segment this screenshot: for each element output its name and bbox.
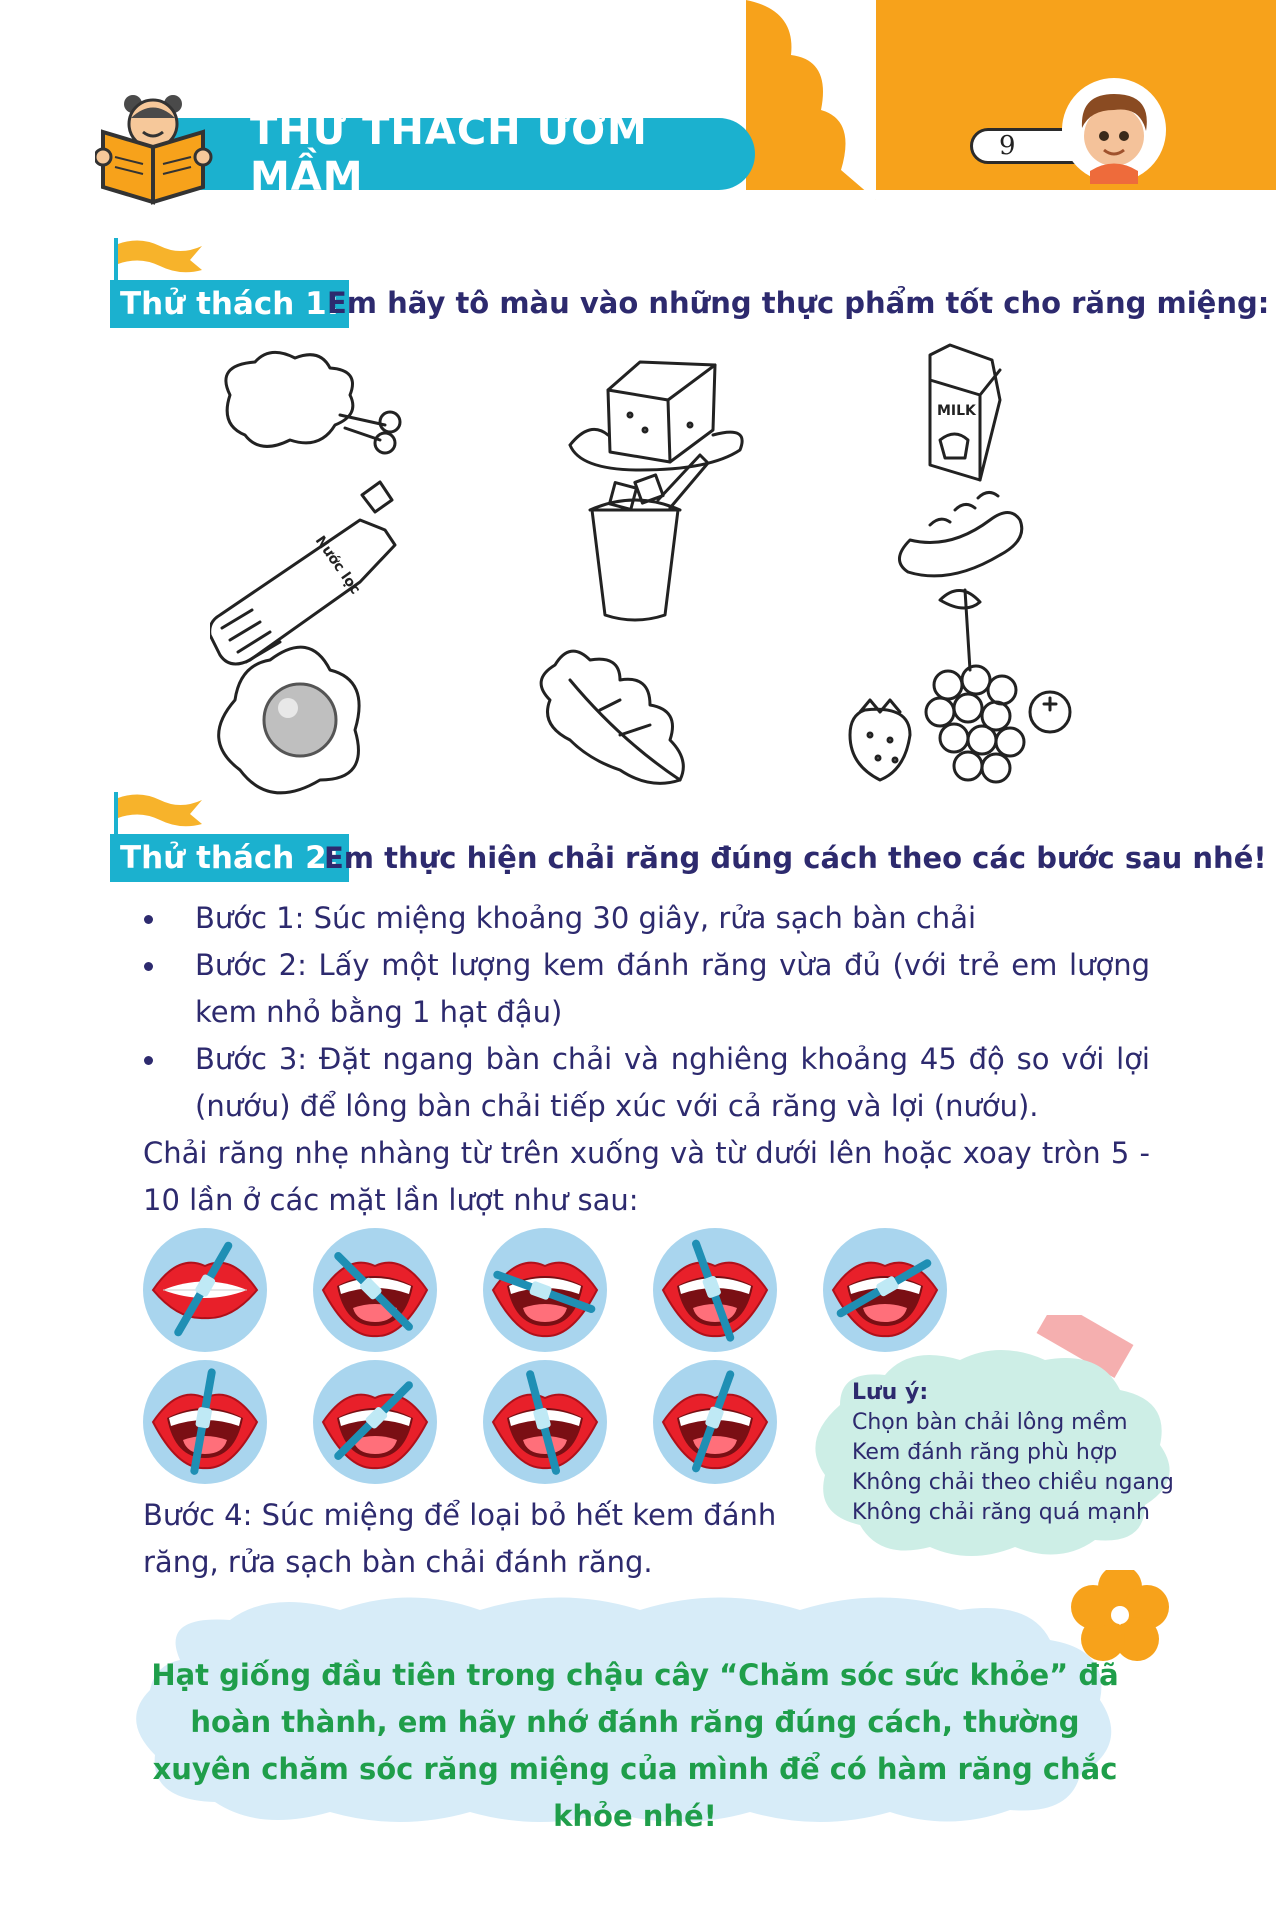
milk-carton-icon (930, 345, 1000, 480)
brushing-instruction: Chải răng nhẹ nhàng từ trên xuống và từ dưới lên hoặc xoay tròn 5 - 10 lần ở các mặt lần lượt như sau: (143, 1136, 1150, 1217)
reading-girl-icon (95, 92, 220, 207)
brushing-mouth-icon (143, 1360, 267, 1484)
challenge-2-instruction: Em thực hiện chải răng đúng cách theo các bước sau nhé! (324, 841, 1267, 875)
page-number-text: 9 (999, 131, 1016, 161)
flower-icon (1071, 1570, 1169, 1661)
chicken-drumstick-icon (226, 352, 400, 453)
sausage-icon (899, 492, 1021, 575)
brushing-mouth-icon (653, 1228, 777, 1352)
note-box (852, 1378, 1182, 1528)
note-line: Kem đánh răng phù hợp (852, 1440, 1118, 1465)
brushing-mouth-icon (143, 1228, 267, 1352)
note-line: Chọn bàn chải lông mềm (852, 1410, 1128, 1435)
step-3-text: Bước 3: Đặt ngang bàn chải và nghiêng khoảng 45 độ so với lợi (nướu) để lông bàn chải tiếp xúc với cả răng và lợi (nướu). (195, 1042, 1150, 1123)
bullet-dot (144, 1056, 153, 1065)
boy-avatar-icon (1060, 76, 1168, 184)
page-title: THỬ THÁCH ƯƠM MẦM (250, 108, 648, 200)
bullet-dot (144, 962, 153, 971)
soda-cup-icon (590, 455, 708, 620)
title-banner (150, 108, 755, 200)
list-item (140, 1036, 1150, 1130)
brushing-mouth-icon (313, 1360, 437, 1484)
water-bottle-icon (210, 482, 395, 664)
milk-label: MILK (937, 403, 976, 419)
brushing-steps-list (140, 895, 1150, 1130)
brushing-mouth-icon (653, 1360, 777, 1484)
fried-egg-icon (219, 647, 359, 793)
brushing-mouth-icon (483, 1228, 607, 1352)
fruits-icon (850, 590, 1070, 782)
challenge-1-label: Thử thách 1: (110, 280, 349, 328)
bottle-label: Nước lọc (311, 533, 364, 598)
lettuce-icon (541, 651, 683, 783)
tofu-icon (570, 362, 742, 470)
challenge-1-instruction: Em hãy tô màu vào những thực phẩm tốt cho răng miệng: (327, 286, 1270, 320)
brushing-mouth-icon (313, 1228, 437, 1352)
food-coloring-grid (210, 340, 1210, 800)
challenge-2-label: Thử thách 2: (110, 834, 349, 882)
brushing-mouth-icon (483, 1360, 607, 1484)
note-line: Không chải răng quá mạnh (852, 1500, 1150, 1525)
list-item (140, 895, 1150, 942)
list-item (140, 942, 1150, 1036)
step-2-text: Bước 2: Lấy một lượng kem đánh răng vừa đủ (với trẻ em lượng kem nhỏ bằng 1 hạt đậu) (195, 948, 1150, 1029)
closing-message: Hạt giống đầu tiên trong chậu cây “Chăm sóc sức khỏe” đã hoàn thành, em hãy nhớ đánh răng đúng cách, thường xuyên chăm sóc răng miệng của mình để có hàm răng chắc khỏe nhé! (151, 1658, 1119, 1833)
bullet-dot (144, 915, 153, 924)
step-4-text: Bước 4: Súc miệng để loại bỏ hết kem đánh răng, rửa sạch bàn chải đánh răng. (143, 1498, 777, 1579)
cloud-edge (746, 0, 876, 200)
note-line: Không chải theo chiều ngang (852, 1470, 1174, 1495)
note-title: Lưu ý: (852, 1380, 929, 1405)
step-1-text: Bước 1: Súc miệng khoảng 30 giây, rửa sạch bàn chải (195, 901, 977, 935)
